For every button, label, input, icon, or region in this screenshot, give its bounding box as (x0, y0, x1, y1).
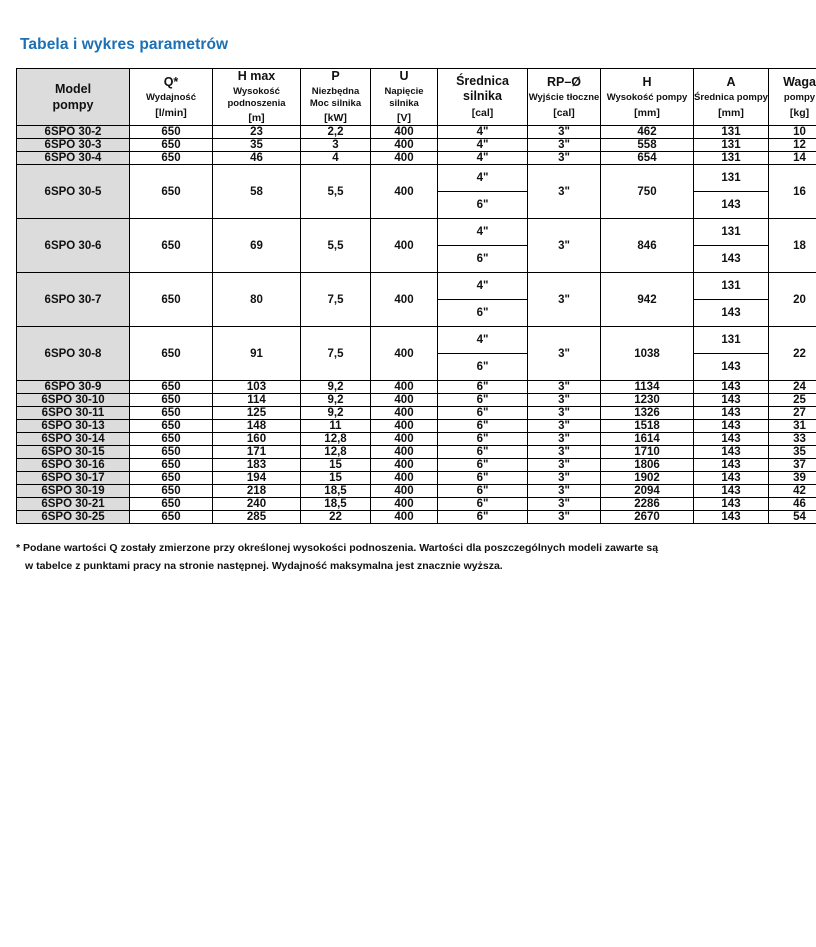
column-header-q (130, 69, 213, 126)
cell-pump-diameter: 143 (694, 498, 769, 511)
cell-pump-height: 2670 (601, 511, 694, 524)
cell-pump-height: 1134 (601, 381, 694, 394)
cell-head-max: 103 (213, 381, 301, 394)
cell-weight: 18 (769, 219, 816, 273)
cell-voltage: 400 (371, 394, 438, 407)
cell-pump-height: 750 (601, 165, 694, 219)
cell-outlet: 3" (528, 485, 601, 498)
header-main: P (301, 69, 370, 84)
cell-voltage: 400 (371, 446, 438, 459)
cell-weight: 39 (769, 472, 816, 485)
cell-flow: 650 (130, 381, 213, 394)
cell-model: 6SPO 30-9 (17, 381, 130, 394)
cell-model: 6SPO 30-25 (17, 511, 130, 524)
cell-outlet: 3" (528, 381, 601, 394)
header-main2: silnika (438, 89, 527, 104)
cell-pump-height: 2094 (601, 485, 694, 498)
cell-power: 18,5 (301, 498, 371, 511)
cell-motor-diameter: 4" (438, 152, 528, 165)
table-row (17, 485, 816, 498)
cell-flow: 650 (130, 498, 213, 511)
cell-outlet: 3" (528, 126, 601, 139)
cell-voltage: 400 (371, 381, 438, 394)
cell-model: 6SPO 30-4 (17, 152, 130, 165)
header-unit: [l/min] (130, 107, 212, 120)
table-row (17, 511, 816, 524)
cell-model: 6SPO 30-16 (17, 459, 130, 472)
cell-flow: 650 (130, 433, 213, 446)
cell-flow: 650 (130, 219, 213, 273)
cell-pump-height: 1518 (601, 420, 694, 433)
cell-voltage: 400 (371, 165, 438, 219)
cell-pump-height: 558 (601, 139, 694, 152)
cell-voltage: 400 (371, 152, 438, 165)
table-row (17, 459, 816, 472)
cell-pump-diameter: 143 (694, 394, 769, 407)
table-row (17, 381, 816, 394)
cell-power: 3 (301, 139, 371, 152)
column-header-pump-height (601, 69, 694, 126)
cell-outlet: 3" (528, 327, 601, 381)
column-header-weight (769, 69, 816, 126)
cell-model: 6SPO 30-17 (17, 472, 130, 485)
column-header-pump-diameter (694, 69, 769, 126)
cell-model: 6SPO 30-7 (17, 273, 130, 327)
cell-model: 6SPO 30-6 (17, 219, 130, 273)
cell-head-max: 46 (213, 152, 301, 165)
cell-weight: 46 (769, 498, 816, 511)
cell-motor-diameter: 6" (438, 420, 528, 433)
cell-motor-diameter: 6" (438, 472, 528, 485)
cell-pump-diameter: 143 (694, 407, 769, 420)
cell-flow: 650 (130, 394, 213, 407)
cell-power: 12,8 (301, 446, 371, 459)
header-main2: pompy (17, 97, 129, 113)
cell-flow: 650 (130, 327, 213, 381)
cell-motor-diameter-part: 6" (438, 354, 527, 380)
cell-weight: 27 (769, 407, 816, 420)
cell-flow: 650 (130, 420, 213, 433)
cell-weight: 35 (769, 446, 816, 459)
cell-power: 15 (301, 459, 371, 472)
table-row (17, 219, 816, 273)
header-main: RP–Ø (528, 75, 600, 90)
cell-flow: 650 (130, 273, 213, 327)
page-container (0, 36, 816, 576)
cell-head-max: 160 (213, 433, 301, 446)
header-unit: [kW] (301, 112, 370, 125)
cell-weight: 37 (769, 459, 816, 472)
parameters-table (16, 68, 816, 524)
cell-voltage: 400 (371, 472, 438, 485)
header-main: Model (17, 81, 129, 97)
cell-motor-diameter: 6" (438, 394, 528, 407)
header-unit: [mm] (694, 107, 768, 120)
cell-pump-diameter-part: 131 (694, 165, 768, 192)
cell-motor-diameter: 6" (438, 381, 528, 394)
cell-head-max: 148 (213, 420, 301, 433)
cell-voltage: 400 (371, 273, 438, 327)
cell-head-max: 23 (213, 126, 301, 139)
cell-weight: 14 (769, 152, 816, 165)
cell-head-max: 125 (213, 407, 301, 420)
cell-motor-diameter (438, 165, 528, 219)
cell-motor-diameter: 4" (438, 126, 528, 139)
header-main: Średnica (438, 74, 527, 89)
cell-motor-diameter: 6" (438, 433, 528, 446)
cell-power: 7,5 (301, 273, 371, 327)
column-header-motor-diameter (438, 69, 528, 126)
table-row (17, 139, 816, 152)
table-header (17, 69, 816, 126)
cell-voltage: 400 (371, 485, 438, 498)
cell-power: 5,5 (301, 219, 371, 273)
cell-power: 9,2 (301, 394, 371, 407)
cell-weight: 31 (769, 420, 816, 433)
cell-pump-height: 654 (601, 152, 694, 165)
cell-outlet: 3" (528, 139, 601, 152)
header-sub: Napięcie silnika (371, 86, 437, 109)
cell-head-max: 80 (213, 273, 301, 327)
header-sub: Wysokość pompy (601, 92, 693, 104)
cell-pump-diameter: 131 (694, 126, 769, 139)
cell-power: 4 (301, 152, 371, 165)
cell-weight: 42 (769, 485, 816, 498)
cell-pump-diameter: 131 (694, 152, 769, 165)
cell-power: 22 (301, 511, 371, 524)
cell-head-max: 218 (213, 485, 301, 498)
cell-outlet: 3" (528, 498, 601, 511)
cell-motor-diameter (438, 273, 528, 327)
table-row (17, 152, 816, 165)
cell-flow: 650 (130, 459, 213, 472)
cell-voltage: 400 (371, 126, 438, 139)
header-unit: [m] (213, 112, 300, 125)
cell-pump-diameter: 143 (694, 459, 769, 472)
header-unit: [V] (371, 112, 437, 125)
header-sub: Wydajność (130, 92, 212, 104)
cell-voltage: 400 (371, 498, 438, 511)
cell-head-max: 69 (213, 219, 301, 273)
cell-flow: 650 (130, 446, 213, 459)
header-unit: [cal] (528, 107, 600, 120)
cell-model: 6SPO 30-8 (17, 327, 130, 381)
header-sub: Niezbędna Moc silnika (301, 86, 370, 109)
cell-pump-diameter: 131 (694, 139, 769, 152)
cell-flow: 650 (130, 152, 213, 165)
cell-power: 7,5 (301, 327, 371, 381)
cell-model: 6SPO 30-21 (17, 498, 130, 511)
cell-head-max: 91 (213, 327, 301, 381)
cell-pump-height: 1710 (601, 446, 694, 459)
cell-voltage: 400 (371, 407, 438, 420)
cell-weight: 10 (769, 126, 816, 139)
cell-outlet: 3" (528, 152, 601, 165)
table-row (17, 433, 816, 446)
cell-head-max: 183 (213, 459, 301, 472)
cell-weight: 24 (769, 381, 816, 394)
header-main: H (601, 75, 693, 90)
cell-outlet: 3" (528, 407, 601, 420)
table-row (17, 273, 816, 327)
cell-outlet: 3" (528, 420, 601, 433)
cell-motor-diameter: 6" (438, 459, 528, 472)
header-sub: Wyjście tłoczne (528, 92, 600, 104)
table-row (17, 407, 816, 420)
cell-model: 6SPO 30-11 (17, 407, 130, 420)
cell-weight: 33 (769, 433, 816, 446)
table-row (17, 165, 816, 219)
cell-pump-diameter: 143 (694, 472, 769, 485)
page-title: Tabela i wykres parametrów (20, 36, 800, 54)
cell-pump-diameter: 143 (694, 433, 769, 446)
cell-weight: 12 (769, 139, 816, 152)
column-header-model (17, 69, 130, 126)
cell-model: 6SPO 30-19 (17, 485, 130, 498)
cell-motor-diameter-part: 6" (438, 246, 527, 272)
footnote (16, 540, 800, 576)
cell-outlet: 3" (528, 472, 601, 485)
cell-motor-diameter-part: 4" (438, 327, 527, 354)
cell-head-max: 240 (213, 498, 301, 511)
cell-outlet: 3" (528, 394, 601, 407)
cell-pump-height: 1902 (601, 472, 694, 485)
cell-motor-diameter: 4" (438, 139, 528, 152)
cell-outlet: 3" (528, 273, 601, 327)
header-main: U (371, 69, 437, 84)
cell-head-max: 194 (213, 472, 301, 485)
cell-power: 5,5 (301, 165, 371, 219)
table-row (17, 498, 816, 511)
column-header-voltage (371, 69, 438, 126)
cell-voltage: 400 (371, 219, 438, 273)
cell-motor-diameter: 6" (438, 511, 528, 524)
cell-pump-height: 846 (601, 219, 694, 273)
cell-model: 6SPO 30-10 (17, 394, 130, 407)
cell-pump-height: 462 (601, 126, 694, 139)
cell-flow: 650 (130, 511, 213, 524)
cell-power: 9,2 (301, 407, 371, 420)
cell-pump-diameter-part: 143 (694, 300, 768, 326)
cell-pump-diameter (694, 165, 769, 219)
header-sub: Wysokość podnoszenia (213, 86, 300, 109)
cell-outlet: 3" (528, 446, 601, 459)
cell-pump-diameter-part: 143 (694, 192, 768, 218)
cell-power: 18,5 (301, 485, 371, 498)
cell-motor-diameter-part: 6" (438, 300, 527, 326)
header-main: A (694, 75, 768, 90)
cell-pump-diameter: 143 (694, 485, 769, 498)
cell-head-max: 114 (213, 394, 301, 407)
cell-head-max: 285 (213, 511, 301, 524)
cell-pump-diameter: 143 (694, 446, 769, 459)
cell-flow: 650 (130, 472, 213, 485)
cell-head-max: 58 (213, 165, 301, 219)
cell-motor-diameter: 6" (438, 498, 528, 511)
table-row (17, 446, 816, 459)
header-sub: Średnica pompy (694, 92, 768, 104)
footnote-line-2: w tabelce z punktami pracy na stronie następnej. Wydajność maksymalna jest znacznie wyższa. (16, 558, 800, 576)
header-main: Waga (769, 75, 816, 90)
cell-voltage: 400 (371, 459, 438, 472)
cell-pump-diameter-part: 131 (694, 327, 768, 354)
cell-pump-diameter (694, 219, 769, 273)
cell-pump-height: 1806 (601, 459, 694, 472)
cell-model: 6SPO 30-15 (17, 446, 130, 459)
header-unit: [mm] (601, 107, 693, 120)
cell-motor-diameter-part: 6" (438, 192, 527, 218)
column-header-power (301, 69, 371, 126)
cell-flow: 650 (130, 126, 213, 139)
cell-pump-diameter: 143 (694, 381, 769, 394)
cell-motor-diameter: 6" (438, 446, 528, 459)
cell-power: 12,8 (301, 433, 371, 446)
table-row (17, 126, 816, 139)
cell-motor-diameter-part: 4" (438, 219, 527, 246)
cell-flow: 650 (130, 139, 213, 152)
cell-power: 2,2 (301, 126, 371, 139)
cell-power: 15 (301, 472, 371, 485)
cell-motor-diameter-part: 4" (438, 165, 527, 192)
header-row (17, 69, 816, 126)
cell-outlet: 3" (528, 219, 601, 273)
cell-model: 6SPO 30-5 (17, 165, 130, 219)
header-main: H max (213, 69, 300, 84)
table-body (17, 126, 816, 524)
cell-pump-height: 2286 (601, 498, 694, 511)
table-row (17, 327, 816, 381)
cell-pump-diameter-part: 131 (694, 219, 768, 246)
cell-model: 6SPO 30-14 (17, 433, 130, 446)
cell-flow: 650 (130, 485, 213, 498)
cell-head-max: 171 (213, 446, 301, 459)
cell-motor-diameter: 6" (438, 485, 528, 498)
cell-weight: 16 (769, 165, 816, 219)
cell-pump-diameter (694, 273, 769, 327)
cell-pump-height: 1038 (601, 327, 694, 381)
cell-flow: 650 (130, 407, 213, 420)
cell-power: 9,2 (301, 381, 371, 394)
cell-pump-diameter-part: 143 (694, 354, 768, 380)
column-header-hmax (213, 69, 301, 126)
cell-motor-diameter (438, 219, 528, 273)
cell-pump-height: 942 (601, 273, 694, 327)
cell-outlet: 3" (528, 433, 601, 446)
cell-pump-diameter: 143 (694, 511, 769, 524)
cell-voltage: 400 (371, 433, 438, 446)
cell-model: 6SPO 30-2 (17, 126, 130, 139)
cell-pump-height: 1614 (601, 433, 694, 446)
table-row (17, 394, 816, 407)
cell-pump-height: 1326 (601, 407, 694, 420)
cell-model: 6SPO 30-3 (17, 139, 130, 152)
cell-motor-diameter: 6" (438, 407, 528, 420)
column-header-outlet (528, 69, 601, 126)
cell-outlet: 3" (528, 511, 601, 524)
cell-model: 6SPO 30-13 (17, 420, 130, 433)
cell-outlet: 3" (528, 165, 601, 219)
table-row (17, 420, 816, 433)
cell-flow: 650 (130, 165, 213, 219)
cell-motor-diameter (438, 327, 528, 381)
cell-motor-diameter-part: 4" (438, 273, 527, 300)
cell-head-max: 35 (213, 139, 301, 152)
cell-pump-diameter-part: 143 (694, 246, 768, 272)
header-sub: pompy (769, 92, 816, 104)
header-unit: [kg] (769, 107, 816, 120)
cell-weight: 20 (769, 273, 816, 327)
header-main: Q* (130, 75, 212, 90)
header-unit: [cal] (438, 107, 527, 120)
cell-pump-diameter-part: 131 (694, 273, 768, 300)
table-row (17, 472, 816, 485)
cell-voltage: 400 (371, 511, 438, 524)
cell-weight: 22 (769, 327, 816, 381)
cell-outlet: 3" (528, 459, 601, 472)
cell-pump-height: 1230 (601, 394, 694, 407)
cell-weight: 25 (769, 394, 816, 407)
cell-pump-diameter: 143 (694, 420, 769, 433)
cell-voltage: 400 (371, 327, 438, 381)
cell-pump-diameter (694, 327, 769, 381)
cell-power: 11 (301, 420, 371, 433)
footnote-line-1: * Podane wartości Q zostały zmierzone przy określonej wysokości podnoszenia. Wartości dla poszczególnych modeli zawarte są (16, 542, 658, 554)
cell-voltage: 400 (371, 420, 438, 433)
cell-weight: 54 (769, 511, 816, 524)
cell-voltage: 400 (371, 139, 438, 152)
